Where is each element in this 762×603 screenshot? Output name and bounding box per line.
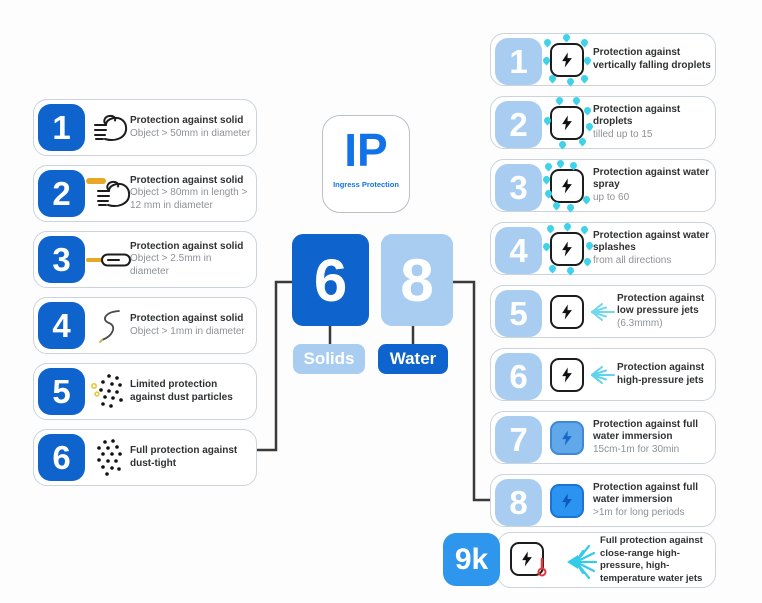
solid-card-2 [33, 165, 257, 222]
rating-number: 8 [495, 479, 542, 526]
dust-tight-icon [86, 430, 134, 485]
droplet [578, 137, 588, 147]
card-text-bold: Protection against solid [130, 115, 244, 126]
rating-number-9k: 9k [443, 533, 500, 586]
droplet [580, 225, 590, 235]
droplet [582, 195, 592, 205]
card-text-bold: Protection against droplets [593, 103, 681, 128]
hand-icon [86, 100, 134, 155]
bolt-immersion-icon [543, 475, 591, 526]
card-text [130, 430, 252, 485]
water-card-5 [490, 285, 716, 338]
card-text-rest: from all directions [593, 254, 672, 266]
solid-card-3 [33, 231, 257, 288]
dust-particles-icon [86, 364, 134, 419]
rating-number: 6 [495, 353, 542, 400]
droplet [546, 224, 556, 234]
card-text [593, 475, 711, 526]
water-card-3 [490, 159, 716, 212]
droplet [563, 222, 573, 232]
wire-icon [86, 298, 134, 353]
high-pressure-jet-icon [546, 540, 598, 584]
lightning-bolt-icon [550, 295, 584, 329]
droplet [580, 74, 590, 84]
lightning-bolt-icon [550, 232, 584, 266]
card-text-bold: Full protection against close-range high-pressure, high-temperature water jets [600, 535, 703, 584]
rating-number: 7 [495, 416, 542, 463]
bolt-jet-icon [543, 349, 591, 400]
card-text-bold: Protection against solid [130, 174, 244, 186]
droplet [566, 77, 576, 87]
card-text-rest: up to 60 [593, 191, 630, 203]
rating-number: 4 [38, 302, 85, 349]
solid-card-6 [33, 429, 257, 486]
water-card-7 [490, 411, 716, 464]
rating-number: 4 [495, 227, 542, 274]
rating-number: 6 [38, 434, 85, 481]
card-text [130, 232, 252, 287]
water-card-2 [490, 96, 716, 149]
pointing-finger-icon [86, 166, 134, 221]
card-text [130, 298, 252, 353]
droplet [583, 106, 593, 116]
rating-number: 2 [38, 170, 85, 217]
droplet [544, 162, 554, 172]
bolt-droplets-icon [543, 34, 591, 85]
bolt-jet-icon [543, 286, 591, 337]
card-text-bold: Protection against water spray [593, 166, 710, 191]
water-card-1 [490, 33, 716, 86]
rating-number: 3 [38, 236, 85, 283]
screwdriver-icon [86, 232, 134, 287]
card-text-bold: Protection against solid [130, 240, 244, 252]
card-text-bold: Limited protection against dust particles [130, 379, 233, 403]
lightning-bolt-icon [550, 358, 584, 392]
water-jet-icon [585, 364, 615, 386]
card-text [130, 100, 252, 155]
droplet [572, 96, 582, 106]
ip-logo-card [322, 115, 410, 213]
card-text-bold: Protection against low pressure jets [617, 292, 705, 317]
card-text [593, 160, 711, 211]
water-label: Water [378, 344, 448, 374]
lightning-bolt-icon [550, 43, 584, 77]
droplet [556, 159, 566, 169]
card-text-bold: Protection against full water immersion [593, 481, 699, 506]
rating-number: 1 [38, 104, 85, 151]
card-text-bold: Protection against solid [130, 313, 244, 324]
card-text-rest: tilled up to 15 [593, 128, 653, 140]
droplet [555, 96, 565, 106]
card-text-bold: Protection against full water immersion [593, 418, 699, 443]
bolt-immersion-icon [543, 412, 591, 463]
card-text-rest: Object > 50mm in diameter [130, 127, 251, 139]
solids-digit-box: 6 [292, 234, 369, 326]
card-text [593, 34, 711, 85]
lightning-bolt-icon [550, 169, 584, 203]
droplet [583, 257, 593, 267]
bolt-droplets-icon [543, 97, 591, 148]
card-text-rest: Object > 80mm in length > 12 mm in diameter [130, 187, 248, 211]
water-card-4 [490, 222, 716, 275]
card-text-rest: Object > 2.5mm in diameter [130, 253, 212, 277]
droplet [566, 203, 576, 213]
droplet [562, 33, 572, 43]
card-text-bold: Protection against water splashes [593, 229, 710, 254]
card-text-rest: (6.3mmm) [617, 317, 663, 329]
card-text [593, 223, 711, 274]
lightning-bolt-icon [550, 421, 584, 455]
rating-number: 5 [38, 368, 85, 415]
water-card-8 [490, 474, 716, 527]
card-text-bold: Full protection against dust-tight [130, 445, 238, 469]
card-text-rest: >1m for long periods [593, 506, 685, 518]
rating-number: 5 [495, 290, 542, 337]
rating-number: 2 [495, 101, 542, 148]
solid-card-1 [33, 99, 257, 156]
ip-logo-text: IP [344, 124, 388, 176]
solids-label: Solids [293, 344, 365, 374]
droplet [558, 140, 568, 150]
water-card-9k [497, 532, 716, 588]
droplet [566, 266, 576, 276]
card-text [593, 97, 711, 148]
card-text [593, 412, 711, 463]
bolt-droplets-icon [543, 223, 591, 274]
card-text [617, 349, 713, 400]
lightning-bolt-icon [550, 106, 584, 140]
solid-card-5 [33, 363, 257, 420]
card-text-bold: Protection against vertically falling droplets [593, 47, 711, 71]
card-text-rest: Object > 1mm in diameter [130, 325, 245, 337]
card-text [600, 533, 712, 587]
rating-number: 3 [495, 164, 542, 211]
finger-bar [86, 178, 106, 184]
bolt-droplets-icon [543, 160, 591, 211]
card-text [130, 364, 252, 419]
water-jet-icon [585, 301, 615, 323]
card-text-rest: 15cm-1m for 30min [593, 443, 680, 455]
droplet [583, 56, 593, 66]
card-text [130, 166, 252, 221]
ip-logo-subtext: Ingress Protection [333, 180, 399, 189]
water-card-6 [490, 348, 716, 401]
card-text-bold: Protection against high-pressure jets [617, 362, 705, 386]
solid-card-4 [33, 297, 257, 354]
water-digit-box: 8 [381, 234, 453, 326]
rating-number: 1 [495, 38, 542, 85]
card-text [617, 286, 713, 337]
lightning-bolt-icon [550, 484, 584, 518]
